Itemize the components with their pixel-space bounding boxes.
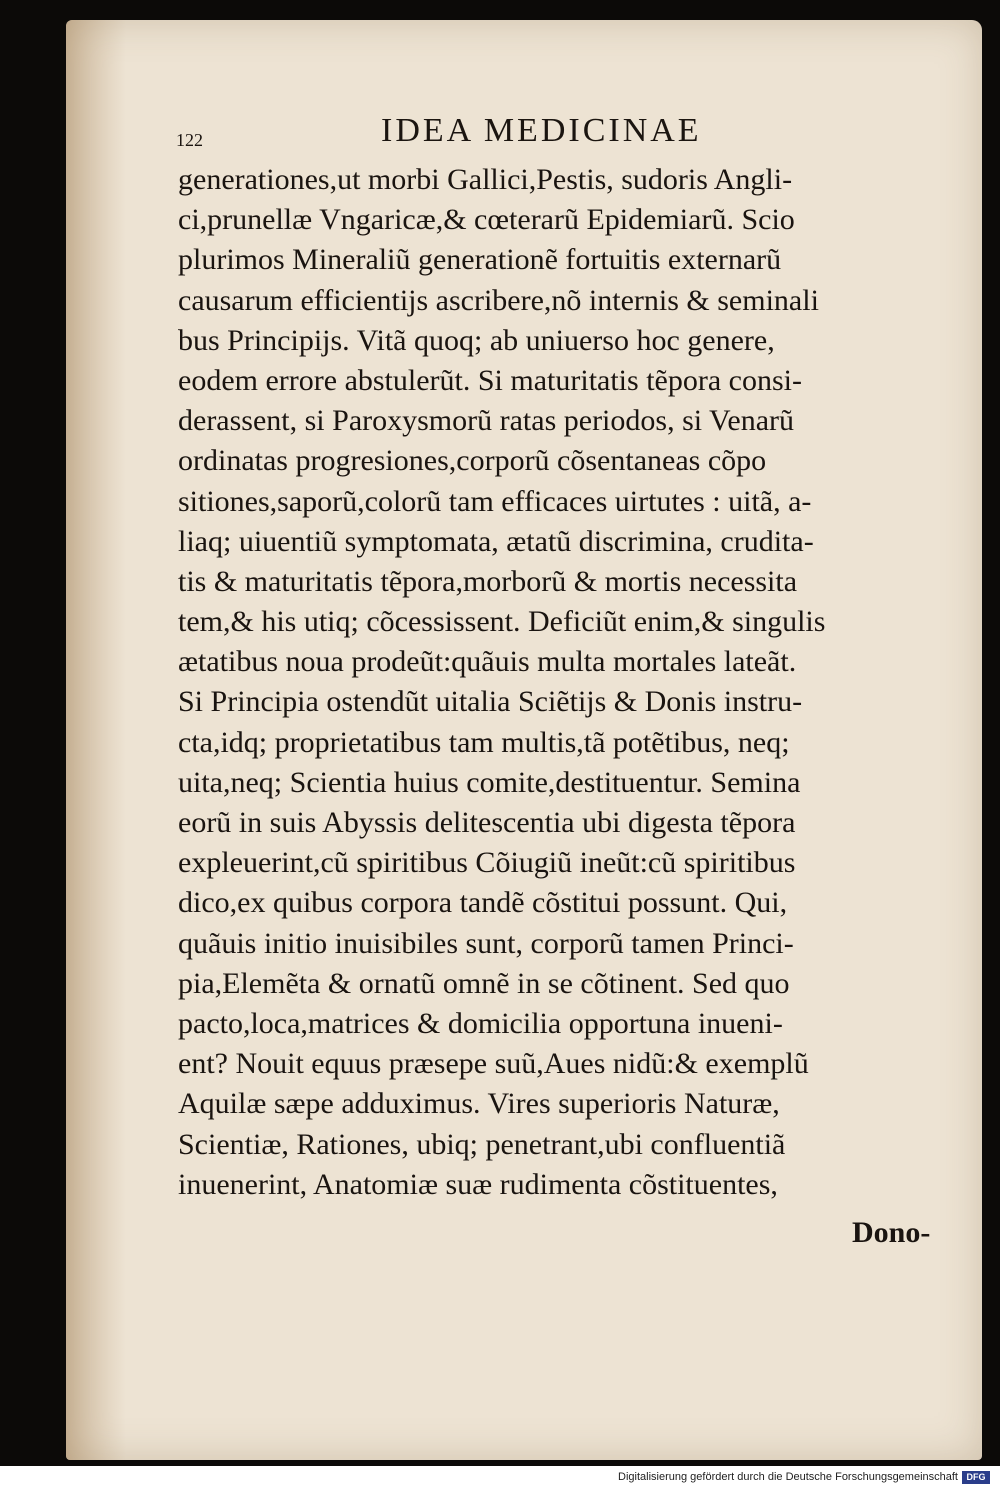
text-line: cta,idq; proprietatibus tam multis,tã potẽtibus, neq;: [178, 725, 790, 759]
text-line: dico,ex quibus corpora tandẽ cõstitui possunt. Qui,: [178, 886, 788, 920]
body-text: [178, 160, 964, 1205]
text-line: causarum efficientijs ascribere,nõ internis & seminali: [178, 283, 819, 317]
text-line: Aquilæ sæpe adduximus. Vires superioris Naturæ,: [178, 1087, 780, 1121]
footer-bar: [0, 1466, 1000, 1490]
text-line: eodem errore abstulerũt. Si maturitatis tẽpora consi-: [178, 363, 802, 397]
text-line: liaq; uiuentiũ symptomata, ætatũ discrimina, crudita-: [178, 524, 814, 558]
text-line: plurimos Mineraliũ generationẽ fortuitis externarũ: [178, 243, 782, 277]
text-line: eorũ in suis Abyssis delitescentia ubi digesta tẽpora: [178, 806, 796, 839]
text-line: derassent, si Paroxysmorũ ratas periodos, si Venarũ: [178, 404, 794, 438]
page-edge-stain: [66, 20, 126, 1460]
footer-credit: Digitalisierung gefördert durch die Deutsche Forschungsgemeinschaft: [618, 1471, 958, 1483]
text-line: ordinatas progresiones,corporũ cõsentaneas cõpo: [178, 444, 767, 478]
text-line: ent? Nouit equus præsepe suũ,Aues nidũ:& exemplũ: [178, 1047, 809, 1081]
text-line: expleuerint,cũ spiritibus Cõiugiũ ineũt:cũ spiritibus: [178, 846, 796, 880]
text-line: pia,Elemẽta & ornatũ omnẽ in se cõtinent. Sed quo: [178, 966, 790, 1000]
catchword: Dono-: [852, 1216, 931, 1249]
page-number: 122: [176, 130, 203, 150]
text-line: inuenerint, Anatomiæ suæ rudimenta cõstituentes,: [178, 1167, 778, 1201]
dfg-logo: DFG: [962, 1471, 990, 1484]
text-line: pacto,loca,matrices & domicilia opportuna inueni-: [178, 1006, 783, 1040]
text-line: bus Principijs. Vitã quoq; ab uniuerso hoc genere,: [178, 323, 775, 357]
text-line: tem,& his utiq; cõcessissent. Deficiũt enim,& singulis: [178, 605, 826, 639]
text-line: quãuis initio inuisibiles sunt, corporũ tamen Princi-: [178, 926, 794, 960]
text-line: ætatibus noua prodeũt:quãuis multa mortales lateãt.: [178, 645, 797, 679]
text-line: Si Principia ostendũt uitalia Sciẽtijs & Donis instru-: [178, 685, 803, 719]
text-line: ci,prunellæ Vngaricæ,& cœterarũ Epidemiarũ. Scio: [178, 203, 795, 237]
text-line: generationes,ut morbi Gallici,Pestis, sudoris Angli-: [178, 163, 793, 196]
text-line: tis & maturitatis tẽpora,morborũ & mortis necessita: [178, 564, 798, 598]
text-line: sitiones,saporũ,colorũ tam efficaces uirtutes : uitã, a-: [178, 484, 812, 518]
page-header: [176, 112, 776, 156]
text-line: uita,neq; Scientia huius comite,destituentur. Semina: [178, 765, 801, 799]
text-line: Scientiæ, Rationes, ubiq; penetrant,ubi confluentiã: [178, 1127, 786, 1161]
running-title: IDEA MEDICINAE: [381, 112, 702, 149]
